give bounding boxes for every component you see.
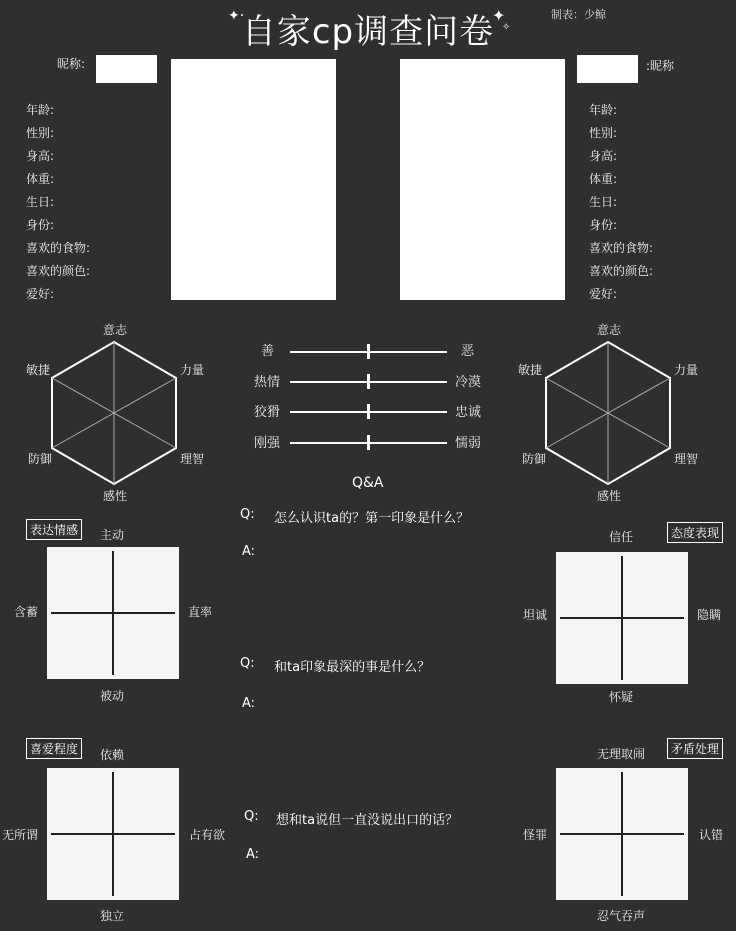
answer-1-area[interactable] [262,540,532,640]
slider-left-label: 善 [261,344,275,359]
answer-prefix: A: [242,696,256,711]
right-hex-bottom-right: 理智 [674,452,699,466]
question-2: 和ta印象最深的事是什么？ [274,660,431,675]
left-field-height: 身高: [26,149,55,163]
answer-prefix: A: [246,847,260,862]
right-hex-top: 意志 [597,323,622,337]
right-field-identity: 身份: [589,218,618,232]
right-hex-top-right: 力量 [674,363,699,377]
left-field-gender: 性别: [26,126,55,140]
left-field-hobby: 爱好: [26,287,55,301]
right-field-hobby: 爱好: [589,287,618,301]
conflict-bottom-label: 忍气吞声 [597,909,646,923]
answer-prefix: A: [242,544,256,559]
attitude-left-label: 坦诚 [523,608,548,622]
question-prefix: Q: [240,656,255,671]
left-field-age: 年龄: [26,103,55,117]
slider-handle[interactable] [367,374,370,389]
slider-right-label: 忠诚 [455,405,482,420]
right-hex-bottom-left: 防御 [522,452,547,466]
attitude-bottom-label: 怀疑 [609,690,634,704]
slider-left-label: 热情 [254,375,281,390]
left-hex-top: 意志 [103,323,128,337]
fondness-tag: 喜爱程度 [26,738,82,759]
conflict-quadrant[interactable] [556,768,688,900]
horizontal-axis [51,833,175,835]
slider-handle[interactable] [367,435,370,450]
left-hex-top-right: 力量 [180,363,205,377]
conflict-left-label: 怪罪 [523,828,548,842]
question-3: 想和ta说但一直没说出口的话？ [276,813,459,828]
right-field-birthday: 生日: [589,195,618,209]
slider-handle[interactable] [367,344,370,359]
slider-left-label: 刚强 [254,436,281,451]
expression-right-label: 直率 [188,605,213,619]
horizontal-axis [51,612,175,614]
expression-tag: 表达情感 [26,519,82,540]
fondness-quadrant[interactable] [47,768,179,900]
left-field-weight: 体重: [26,172,55,186]
horizontal-axis [560,617,684,619]
right-hexagon-chart [494,320,730,510]
right-nickname-label: :昵称 [646,59,675,73]
answer-2-area[interactable] [262,692,532,792]
qa-title: Q&A [352,475,384,491]
left-hex-bottom-right: 理智 [180,452,205,466]
right-field-gender: 性别: [589,126,618,140]
slider-right-label: 懦弱 [455,436,482,451]
right-portrait-box[interactable] [400,59,565,300]
conflict-top-label: 无理取闹 [597,747,646,761]
right-field-color: 喜欢的颜色: [589,264,654,278]
left-hex-bottom: 感性 [103,489,128,503]
conflict-right-label: 认错 [699,828,724,842]
right-info-list [589,99,653,306]
left-hex-top-left: 敏捷 [26,363,51,377]
attitude-quadrant[interactable] [556,552,688,684]
expression-top-label: 主动 [100,528,125,542]
slider-handle[interactable] [367,404,370,419]
sparkle-icon: ✧ [502,22,511,33]
right-field-age: 年龄: [589,103,618,117]
attitude-tag: 态度表现 [667,522,723,543]
conflict-tag: 矛盾处理 [667,738,723,759]
right-hex-bottom: 感性 [597,489,622,503]
right-nickname-field[interactable] [577,55,638,83]
expression-left-label: 含蓄 [14,605,39,619]
right-field-food: 喜欢的食物: [589,241,654,255]
question-1: 怎么认识ta的？第一印象是什么？ [274,511,470,526]
slider-right-label: 冷漠 [455,375,482,390]
fondness-left-label: 无所谓 [2,828,39,842]
slider-left-label: 狡猾 [254,405,281,420]
fondness-bottom-label: 独立 [100,909,125,923]
left-field-food: 喜欢的食物: [26,241,91,255]
left-nickname-field[interactable] [96,55,157,83]
expression-bottom-label: 被动 [100,689,125,703]
left-hex-bottom-left: 防御 [28,452,53,466]
slider-right-label: 恶 [461,344,475,359]
left-nickname-label: 昵称: [57,57,86,71]
left-info-list [26,99,90,306]
page-title: 自家cp调查问卷 [241,12,495,52]
answer-3-area[interactable] [266,843,536,923]
left-field-birthday: 生日: [26,195,55,209]
left-hexagon-chart [0,320,236,510]
fondness-right-label: 占有欲 [189,828,226,842]
sparkle-icon: ✦· [228,8,245,24]
attitude-top-label: 信任 [609,530,634,544]
attitude-right-label: 隐瞒 [697,608,722,622]
sparkle-icon: ✦ [492,6,506,25]
question-prefix: Q: [244,809,259,824]
expression-quadrant[interactable] [47,547,179,679]
right-field-weight: 体重: [589,172,618,186]
author-credit: 制表：少鲸 [551,8,606,21]
fondness-top-label: 依赖 [100,748,125,762]
left-field-color: 喜欢的颜色: [26,264,91,278]
horizontal-axis [560,833,684,835]
left-portrait-box[interactable] [171,59,336,300]
right-field-height: 身高: [589,149,618,163]
question-prefix: Q: [240,507,255,522]
left-field-identity: 身份: [26,218,55,232]
right-hex-top-left: 敏捷 [518,363,543,377]
